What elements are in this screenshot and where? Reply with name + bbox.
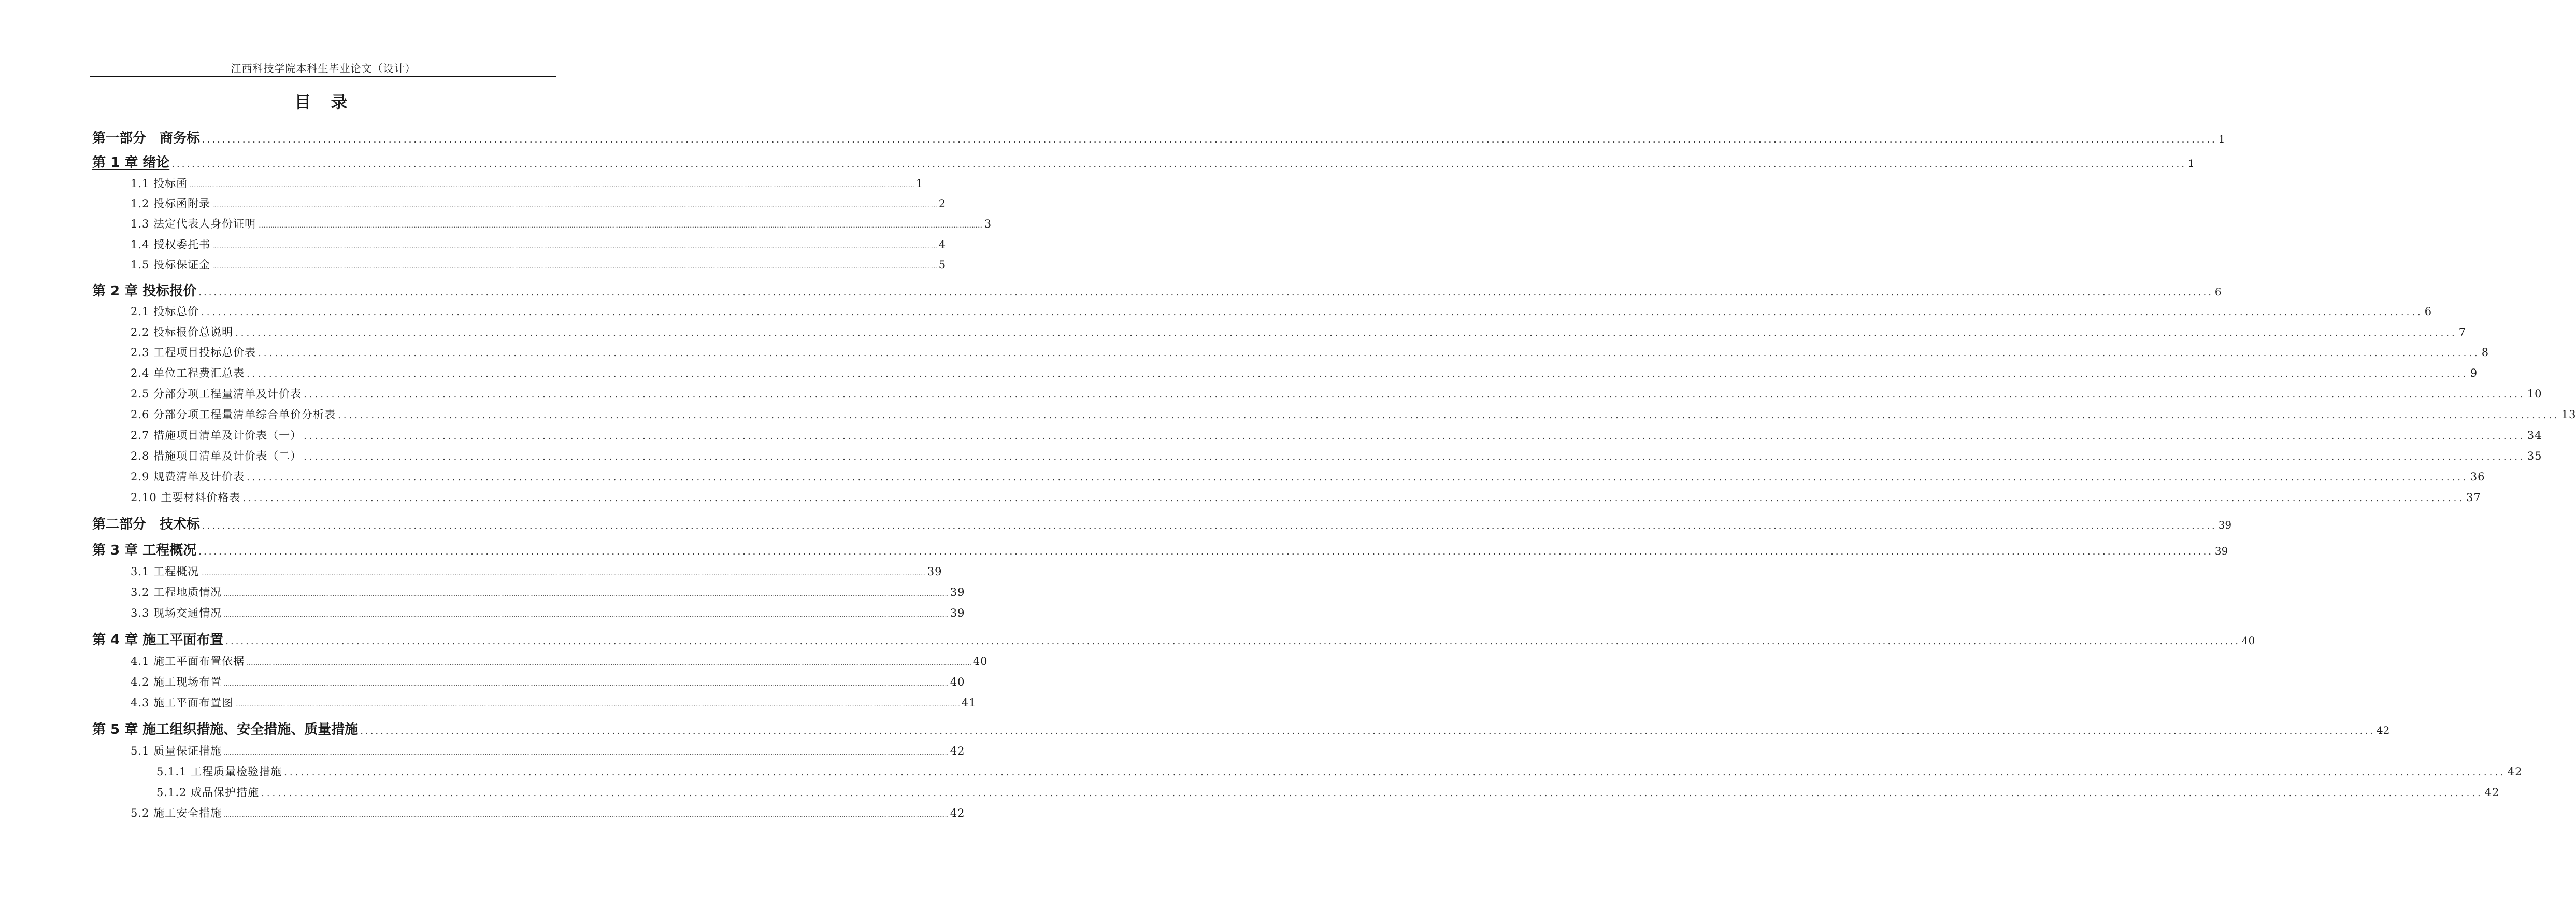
- toc-dot-leader: ................................................................................................................................................................................................................................................................................................................................................................................................................: [198, 546, 2213, 557]
- toc-entry-chapter[interactable]: [92, 539, 2228, 559]
- toc-entry-label: 第一部分 商务标: [92, 131, 201, 146]
- toc-entry-label: 4.1 施工平面布置依据: [131, 655, 245, 667]
- toc-dot-leader: ................................................................................................................................................................................................................................................................................................................................................................................................................: [201, 307, 2423, 318]
- toc-dot-leader: ................................................................................................................................................................................................................................................................................................................................................................................................................: [304, 431, 2526, 442]
- toc-page-number: 10: [2527, 388, 2542, 400]
- toc-entry-section[interactable]: [131, 303, 2432, 319]
- toc-entry-section[interactable]: [156, 763, 2523, 779]
- toc-entry-label: 第 1 章 绪论: [92, 155, 170, 171]
- toc-page-number: 1: [2218, 133, 2225, 145]
- toc-page-number: 4: [938, 238, 947, 251]
- toc-dot-leader: ................................................................................................................................................................................................................................................................................................................................................................................................................: [338, 410, 2560, 421]
- toc-entry-label: 1.3 法定代表人身份证明: [131, 218, 256, 230]
- toc-dot-leader: ................................................................................................................................................................................................................................................................................................................................................................................................................: [202, 134, 2217, 145]
- toc-page-number: 39: [2214, 545, 2228, 557]
- toc-dot-leader: ................................................................................................................................................................................................................................................................................................................................................................................................................: [224, 591, 949, 598]
- toc-entry-section[interactable]: [131, 257, 947, 272]
- toc-entry-chapter[interactable]: [92, 514, 2232, 533]
- toc-page-number: 1: [2187, 157, 2195, 169]
- toc-dot-leader: ................................................................................................................................................................................................................................................................................................................................................................................................................: [212, 243, 937, 250]
- toc-dot-leader: ................................................................................................................................................................................................................................................................................................................................................................................................................: [171, 159, 2186, 169]
- toc-dot-leader: ................................................................................................................................................................................................................................................................................................................................................................................................................: [235, 701, 960, 708]
- toc-page-number: 41: [961, 697, 977, 709]
- toc-page-number: 5: [938, 259, 947, 271]
- toc-page-number: 34: [2527, 429, 2542, 442]
- toc-entry-label: 1.2 投标函附录: [131, 197, 211, 210]
- toc-entry-section[interactable]: [131, 468, 2485, 484]
- toc-entry-section[interactable]: [131, 344, 2489, 360]
- toc-entry-section[interactable]: [131, 236, 947, 252]
- toc-page-number: 39: [950, 607, 965, 619]
- toc-page-number: 6: [2214, 286, 2222, 298]
- toc-page-number: 13: [2561, 408, 2576, 421]
- toc-dot-leader: ................................................................................................................................................................................................................................................................................................................................................................................................................: [202, 520, 2217, 531]
- toc-entry-section[interactable]: [131, 605, 965, 620]
- toc-entry-section[interactable]: [131, 489, 2481, 505]
- toc-page-number: 39: [927, 565, 942, 578]
- toc-entry-section[interactable]: [131, 743, 965, 758]
- toc-dot-leader: ................................................................................................................................................................................................................................................................................................................................................................................................................: [212, 202, 937, 209]
- toc-entry-label: 4.3 施工平面布置图: [131, 697, 234, 709]
- toc-page-number: 39: [950, 586, 965, 599]
- toc-page-number: 35: [2527, 450, 2542, 462]
- toc-entry-section[interactable]: [131, 674, 965, 689]
- toc-entry-chapter[interactable]: [92, 629, 2255, 648]
- toc-dot-leader: ................................................................................................................................................................................................................................................................................................................................................................................................................: [360, 726, 2375, 736]
- toc-entry-label: 3.1 工程概况: [131, 565, 199, 578]
- toc-entry-label: 3.2 工程地质情况: [131, 586, 222, 599]
- toc-entry-label: 2.3 工程项目投标总价表: [131, 346, 256, 359]
- toc-entry-label: 1.4 授权委托书: [131, 238, 211, 251]
- toc-page-number: 8: [2481, 346, 2489, 359]
- toc-entry-chapter[interactable]: [92, 719, 2390, 738]
- toc-page-number: 36: [2470, 471, 2485, 483]
- toc-entry-section[interactable]: [131, 195, 947, 211]
- toc-entry-label: 5.1 质量保证措施: [131, 745, 222, 757]
- toc-dot-leader: ................................................................................................................................................................................................................................................................................................................................................................................................................: [190, 182, 914, 189]
- toc-entry-section[interactable]: [131, 448, 2542, 463]
- toc-title-part-2: 录: [331, 92, 349, 112]
- toc-dot-leader: ................................................................................................................................................................................................................................................................................................................................................................................................................: [261, 788, 2483, 799]
- toc-page-number: 39: [2218, 519, 2232, 531]
- toc-page-number: 7: [2458, 326, 2467, 338]
- toc-dot-leader: ................................................................................................................................................................................................................................................................................................................................................................................................................: [304, 389, 2526, 400]
- toc-dot-leader: ................................................................................................................................................................................................................................................................................................................................................................................................................: [304, 451, 2526, 462]
- toc-page-number: 6: [2424, 305, 2432, 318]
- toc-entry-label: 5.1.2 成品保护措施: [156, 786, 260, 799]
- toc-entry-label: 第 2 章 投标报价: [92, 283, 197, 299]
- toc-dot-leader: ................................................................................................................................................................................................................................................................................................................................................................................................................: [198, 287, 2213, 298]
- toc-entry-label: 1.1 投标函: [131, 177, 188, 190]
- toc-entry-label: 2.9 规费清单及计价表: [131, 471, 245, 483]
- toc-page-number: 9: [2470, 367, 2478, 379]
- toc-page-number: 37: [2466, 491, 2481, 504]
- toc-page-number: 40: [972, 655, 988, 667]
- toc-entry-label: 2.6 分部分项工程量清单综合单价分析表: [131, 408, 336, 421]
- toc-entry-label: 第 5 章 施工组织措施、安全措施、质量措施: [92, 722, 359, 737]
- toc-entry-section[interactable]: [131, 386, 2542, 401]
- toc-entry-label: 2.8 措施项目清单及计价表（二）: [131, 450, 302, 462]
- toc-entry-section[interactable]: [131, 563, 942, 579]
- running-header: 江西科技学院本科生毕业论文（设计）: [231, 62, 416, 75]
- toc-dot-leader: ................................................................................................................................................................................................................................................................................................................................................................................................................: [242, 493, 2465, 504]
- toc-page-number: 40: [2241, 634, 2255, 647]
- toc-page-number: 1: [915, 177, 924, 190]
- toc-entry-chapter[interactable]: [92, 152, 2195, 171]
- toc-dot-leader: ................................................................................................................................................................................................................................................................................................................................................................................................................: [247, 472, 2469, 483]
- toc-entry-label: 2.2 投标报价总说明: [131, 326, 234, 338]
- toc-entry-section[interactable]: [131, 175, 924, 191]
- toc-dot-leader: ................................................................................................................................................................................................................................................................................................................................................................................................................: [201, 570, 926, 577]
- toc-title-part-1: 目: [294, 92, 312, 112]
- toc-page-number: 3: [984, 218, 992, 230]
- toc-entry-section[interactable]: [131, 427, 2542, 443]
- toc-page-number: 42: [2507, 765, 2523, 778]
- toc-entry-section[interactable]: [131, 324, 2467, 339]
- toc-entry-section[interactable]: [131, 406, 2576, 422]
- toc-entry-section[interactable]: [131, 805, 965, 820]
- toc-dot-leader: ................................................................................................................................................................................................................................................................................................................................................................................................................: [258, 222, 983, 229]
- toc-entry-label: 第 3 章 工程概况: [92, 543, 197, 558]
- toc-dot-leader: ................................................................................................................................................................................................................................................................................................................................................................................................................: [225, 636, 2240, 647]
- toc-page-number: 42: [2376, 724, 2390, 736]
- toc-entry-label: 4.2 施工现场布置: [131, 676, 222, 688]
- toc-dot-leader: ................................................................................................................................................................................................................................................................................................................................................................................................................: [212, 263, 937, 270]
- toc-entry-label: 第二部分 技术标: [92, 517, 201, 532]
- toc-entry-section[interactable]: [156, 784, 2500, 800]
- toc-entry-label: 第 4 章 施工平面布置: [92, 632, 224, 648]
- toc-entry-label: 5.2 施工安全措施: [131, 807, 222, 819]
- toc-entry-label: 2.7 措施项目清单及计价表（一）: [131, 429, 302, 442]
- toc-entry-section[interactable]: [131, 653, 988, 669]
- toc-entry-label: 1.5 投标保证金: [131, 259, 211, 271]
- toc-page-number: 42: [2484, 786, 2500, 799]
- toc-page-number: 42: [950, 807, 965, 819]
- toc-dot-leader: ................................................................................................................................................................................................................................................................................................................................................................................................................: [235, 328, 2457, 338]
- toc-dot-leader: ................................................................................................................................................................................................................................................................................................................................................................................................................: [224, 749, 949, 756]
- toc-entry-label: 2.4 单位工程费汇总表: [131, 367, 245, 379]
- toc-dot-leader: ................................................................................................................................................................................................................................................................................................................................................................................................................: [258, 348, 2480, 359]
- toc-dot-leader: ................................................................................................................................................................................................................................................................................................................................................................................................................: [224, 812, 949, 818]
- toc-entry-chapter[interactable]: [92, 127, 2225, 147]
- toc-entry-label: 2.1 投标总价: [131, 305, 199, 318]
- toc-entry-label: 5.1.1 工程质量检验措施: [156, 765, 282, 778]
- toc-dot-leader: ................................................................................................................................................................................................................................................................................................................................................................................................................: [284, 767, 2506, 778]
- toc-entry-section[interactable]: [131, 584, 965, 600]
- toc-entry-chapter[interactable]: [92, 280, 2222, 300]
- toc-page-number: 42: [950, 745, 965, 757]
- toc-page-number: 2: [938, 197, 947, 210]
- toc-entry-label: 2.5 分部分项工程量清单及计价表: [131, 388, 302, 400]
- toc-dot-leader: ................................................................................................................................................................................................................................................................................................................................................................................................................: [224, 680, 949, 687]
- toc-entry-section[interactable]: [131, 216, 992, 231]
- toc-entry-section[interactable]: [131, 694, 977, 710]
- toc-entry-section[interactable]: [131, 365, 2478, 380]
- toc-entry-label: 3.3 现场交通情况: [131, 607, 222, 619]
- toc-page-number: 40: [950, 676, 965, 688]
- toc-dot-leader: ................................................................................................................................................................................................................................................................................................................................................................................................................: [247, 368, 2469, 379]
- toc-dot-leader: ................................................................................................................................................................................................................................................................................................................................................................................................................: [224, 612, 949, 618]
- toc-entry-label: 2.10 主要材料价格表: [131, 491, 241, 504]
- toc-dot-leader: ................................................................................................................................................................................................................................................................................................................................................................................................................: [247, 660, 971, 666]
